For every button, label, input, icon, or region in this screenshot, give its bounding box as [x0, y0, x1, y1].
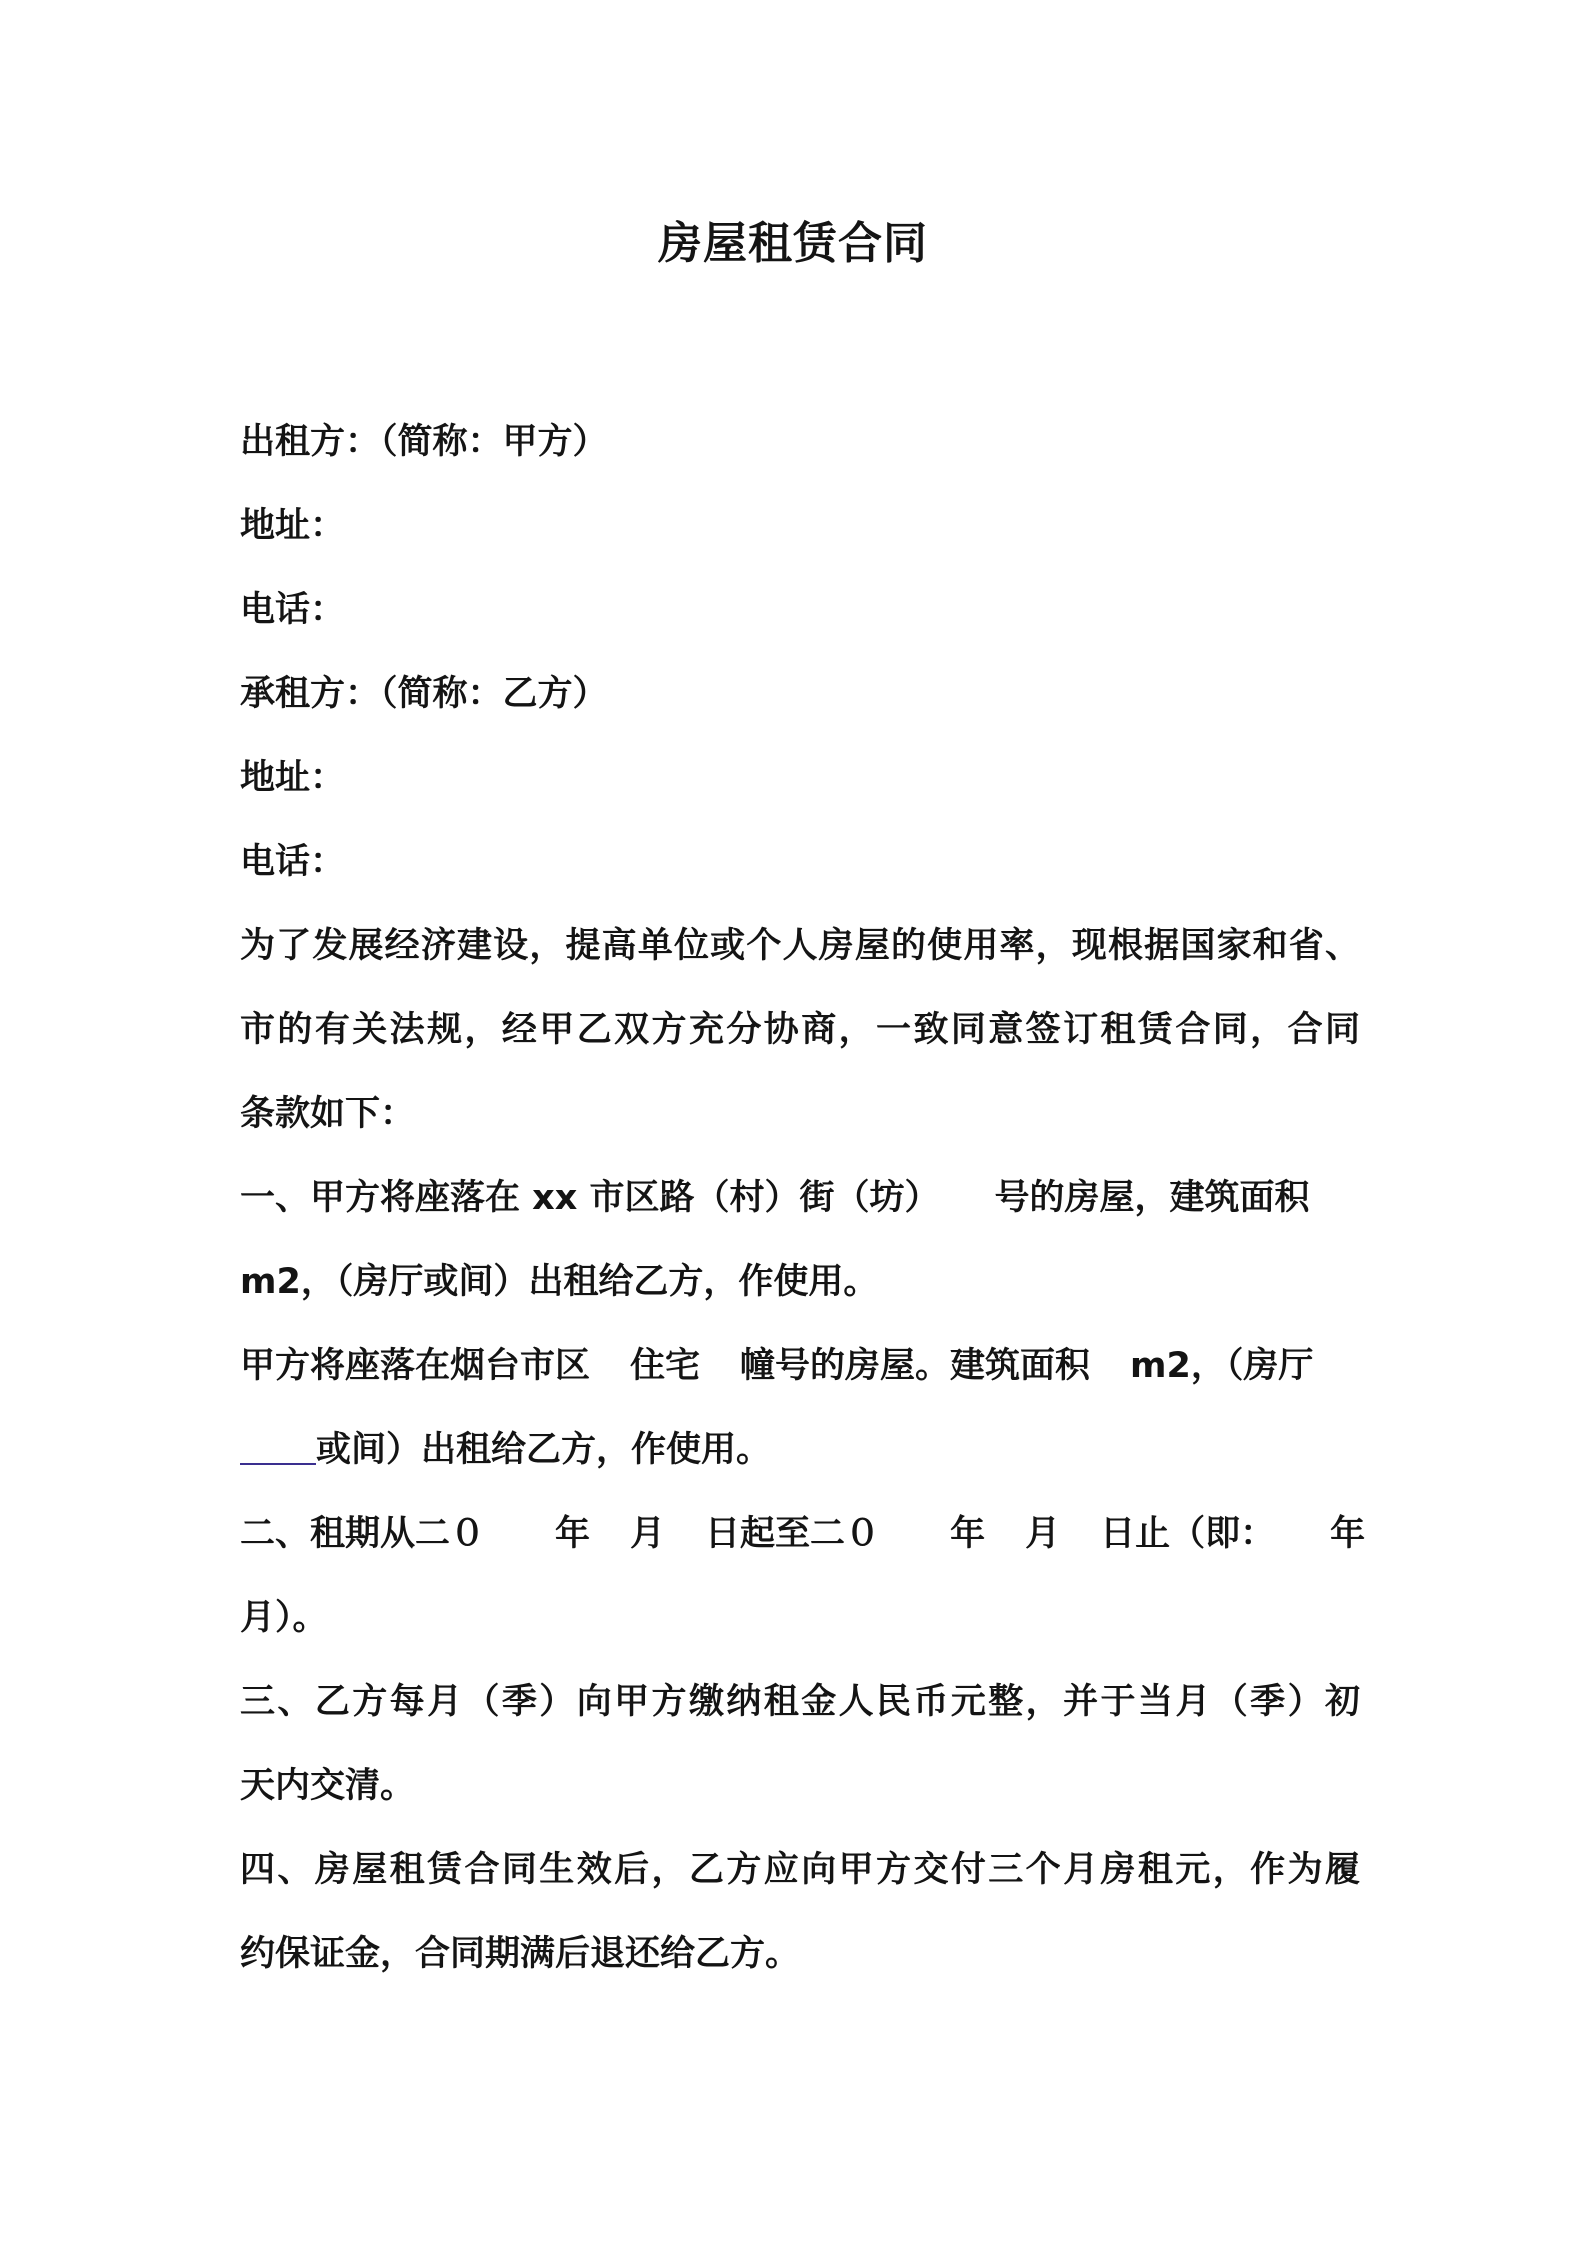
clause-1-line-2: m2，（房厅或间）出租给乙方，作使用。 — [240, 1262, 879, 1302]
clause-1-text-a: 一、甲方将座落在 xx 市区路（村）街（坊） — [240, 1178, 940, 1218]
clause-4-line-2: 约保证金，合同期满后退还给乙方。 — [240, 1934, 801, 1974]
clause-1-line-1 — [240, 1156, 1360, 1240]
clause-2-text-1: 二、租期从二０ — [240, 1514, 486, 1554]
clause-3-line-1: 三、乙方每月（季）向甲方缴纳租金人民币元整，并于当月（季）初 — [240, 1682, 1360, 1722]
clause-2-text-4: 日起至二０ — [705, 1514, 881, 1554]
clause-2-line-1 — [240, 1492, 1366, 1576]
clause-1-text-b: 号的房屋，建筑面积 — [994, 1178, 1310, 1218]
clause-2-text-7: 日止（即： — [1100, 1514, 1276, 1554]
clause-1-alt-text-d: m2，（房厅 — [1130, 1346, 1314, 1386]
clause-1-alt-line-2 — [240, 1408, 1360, 1492]
lessor-label: 出租方：（简称：甲方） — [240, 422, 608, 462]
fill-in-blank — [240, 1429, 316, 1465]
clause-2-text-5: 年 — [950, 1514, 986, 1554]
lessee-label: 承租方：（简称：乙方） — [240, 674, 608, 714]
lessee-phone: 电话： — [240, 842, 346, 882]
clause-2-text-6: 月 — [1025, 1514, 1061, 1554]
clause-1-alt-text-a: 甲方将座落在烟台市区 — [240, 1346, 591, 1386]
clause-3-line-2: 天内交清。 — [240, 1766, 416, 1806]
document-title: 房屋租赁合同 — [658, 218, 928, 269]
clause-2-text-8: 年 — [1330, 1514, 1366, 1554]
lessor-phone: 电话： — [240, 590, 346, 630]
clause-1-alt-text-b: 住宅 — [630, 1346, 701, 1386]
clause-1-alt-text-e: 或间）出租给乙方，作使用。 — [316, 1430, 772, 1470]
clause-2-line-2: 月）。 — [240, 1598, 328, 1638]
clause-1-alt-line-1 — [240, 1324, 1360, 1408]
lessor-address: 地址： — [240, 506, 346, 546]
preamble-line-1: 为了发展经济建设，提高单位或个人房屋的使用率，现根据国家和省、 — [240, 926, 1360, 966]
lessee-address: 地址： — [240, 758, 346, 798]
clause-1-alt-text-c: 幢号的房屋。建筑面积 — [740, 1346, 1091, 1386]
preamble-line-2: 市的有关法规，经甲乙双方充分协商，一致同意签订租赁合同，合同 — [240, 1010, 1360, 1050]
preamble-line-3: 条款如下： — [240, 1094, 416, 1134]
clause-4-line-1: 四、房屋租赁合同生效后，乙方应向甲方交付三个月房租元，作为履 — [240, 1850, 1360, 1890]
clause-2-text-2: 年 — [555, 1514, 591, 1554]
contract-body — [240, 400, 1366, 1996]
clause-2-text-3: 月 — [630, 1514, 666, 1554]
